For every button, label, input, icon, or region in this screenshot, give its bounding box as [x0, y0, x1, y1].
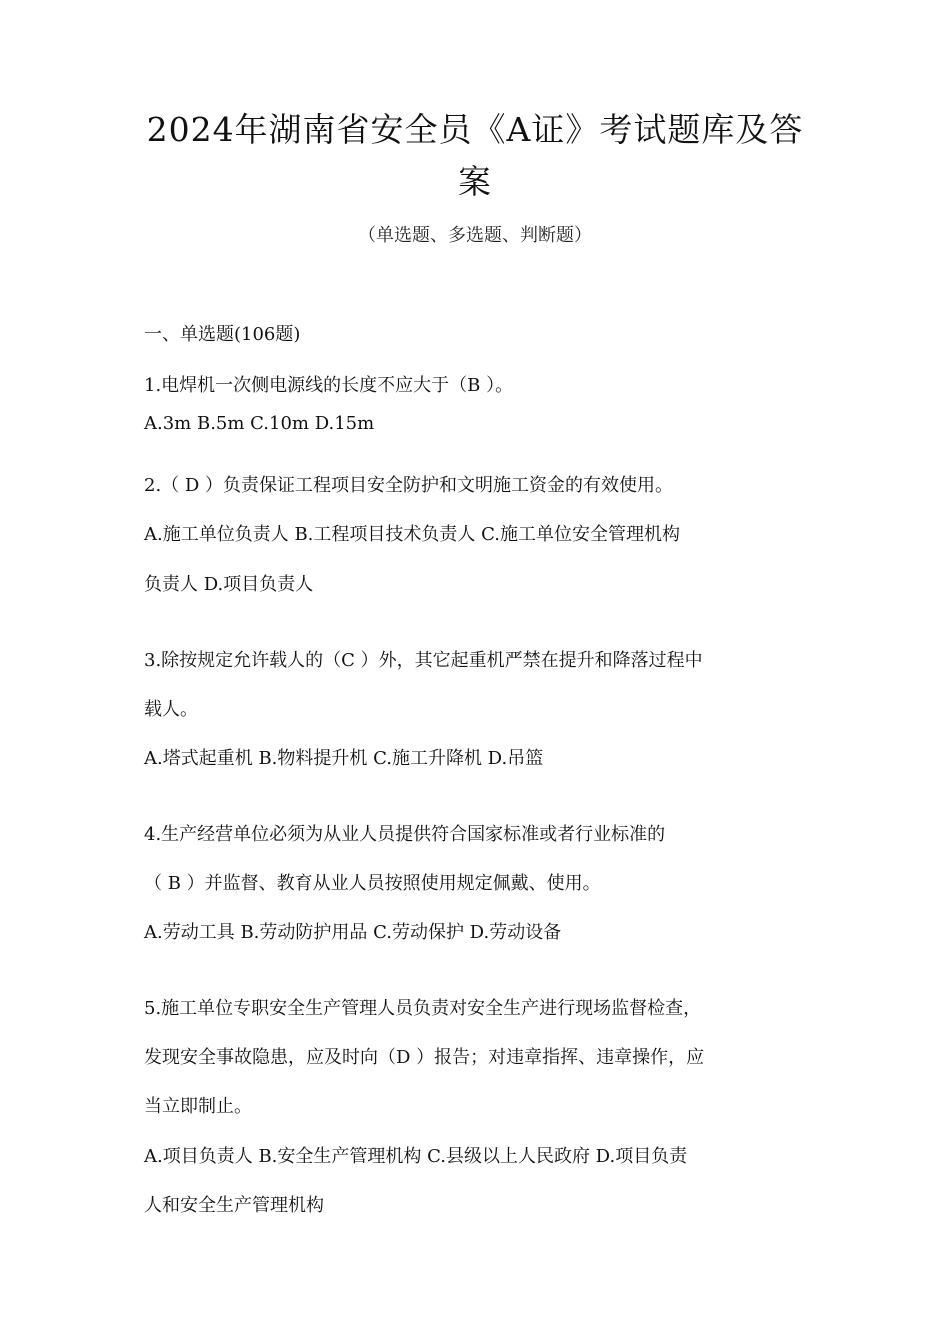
- question-5-options-line-2: 人和安全生产管理机构: [144, 1195, 324, 1216]
- section-heading: 一、单选题(106题): [144, 324, 301, 345]
- question-4-stem-line-1: 4.生产经营单位必须为从业人员提供符合国家标准或者行业标准的: [144, 824, 666, 845]
- question-2-options-line-2: 负责人 D.项目负责人: [144, 574, 314, 595]
- title-line-1: 2024年湖南省安全员《A证》考试题库及答: [146, 110, 804, 149]
- document-subtitle: （单选题、多选题、判断题）: [358, 225, 592, 246]
- question-1-stem-line-1: 1.电焊机一次侧电源线的长度不应大于（B ）。: [144, 375, 514, 396]
- question-4-options-line-1: A.劳动工具 B.劳动防护用品 C.劳动保护 D.劳动设备: [144, 922, 562, 943]
- question-2-options-line-1: A.施工单位负责人 B.工程项目技术负责人 C.施工单位安全管理机构: [144, 524, 680, 545]
- question-3-stem-line-1: 3.除按规定允许载人的（C ）外，其它起重机严禁在提升和降落过程中: [144, 650, 703, 671]
- question-5-stem-line-2: 发现安全事故隐患，应及时向（D ）报告；对违章指挥、违章操作，应: [144, 1047, 705, 1068]
- title-line-2: 案: [458, 162, 492, 201]
- question-2-stem-line-1: 2.（ D ）负责保证工程项目安全防护和文明施工资金的有效使用。: [144, 475, 674, 496]
- question-3-stem-line-2: 载人。: [144, 699, 198, 720]
- question-4-stem-line-2: （ B ）并监督、教育从业人员按照使用规定佩戴、使用。: [144, 873, 601, 894]
- question-3-options-line-1: A.塔式起重机 B.物料提升机 C.施工升降机 D.吊篮: [144, 748, 544, 769]
- question-5-stem-line-3: 当立即制止。: [144, 1096, 252, 1117]
- document-title: [140, 104, 810, 208]
- question-5-stem-line-1: 5.施工单位专职安全生产管理人员负责对安全生产进行现场监督检查，: [144, 998, 702, 1019]
- question-5-options-line-1: A.项目负责人 B.安全生产管理机构 C.县级以上人民政府 D.项目负责: [144, 1146, 688, 1167]
- question-1-options-line-1: A.3m B.5m C.10m D.15m: [144, 413, 375, 434]
